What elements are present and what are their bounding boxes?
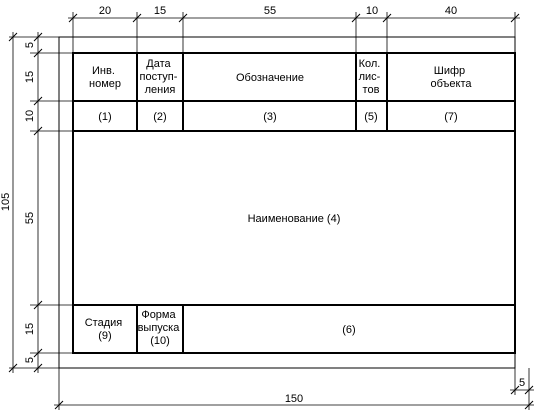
dim-top-4: 10: [365, 5, 379, 17]
number-cell-3: (3): [263, 111, 277, 123]
dim-right-margin: 5: [518, 377, 526, 389]
dim-left-1: 5: [24, 41, 36, 49]
dim-left-5: 15: [24, 322, 36, 336]
cell-inv-number: Инв. номер: [89, 65, 121, 90]
dim-top-2: 15: [153, 5, 167, 17]
cell-sheet-count: Кол. лис- тов: [358, 58, 381, 96]
dim-left-3: 10: [24, 109, 36, 123]
dim-total-width: 150: [284, 393, 304, 405]
cell-6: (6): [342, 324, 356, 336]
dim-top-5: 40: [444, 5, 458, 17]
number-cell-2: (2): [153, 111, 167, 123]
dim-top-1: 20: [98, 5, 112, 17]
number-cell-7: (7): [444, 111, 458, 123]
dim-left-4: 55: [24, 211, 36, 225]
left-extension-lines: [9, 37, 73, 368]
dim-left-6: 5: [24, 356, 36, 364]
cell-release-form: Форма выпуска (10): [137, 309, 180, 347]
dim-left-2: 15: [24, 70, 36, 84]
cell-object-code: Шифр объекта: [430, 65, 472, 90]
cell-receipt-date: Дата поступ- ления: [139, 58, 178, 96]
number-cell-1: (1): [98, 111, 112, 123]
dim-top-3: 55: [263, 5, 277, 17]
dim-total-height: 105: [0, 192, 12, 212]
cell-name: Наименование (4): [247, 213, 341, 225]
cell-designation: Обозначение: [235, 72, 305, 84]
table-frame: [73, 53, 515, 353]
cell-stage: Стадия (9): [84, 317, 123, 342]
number-cell-5: (5): [364, 111, 378, 123]
